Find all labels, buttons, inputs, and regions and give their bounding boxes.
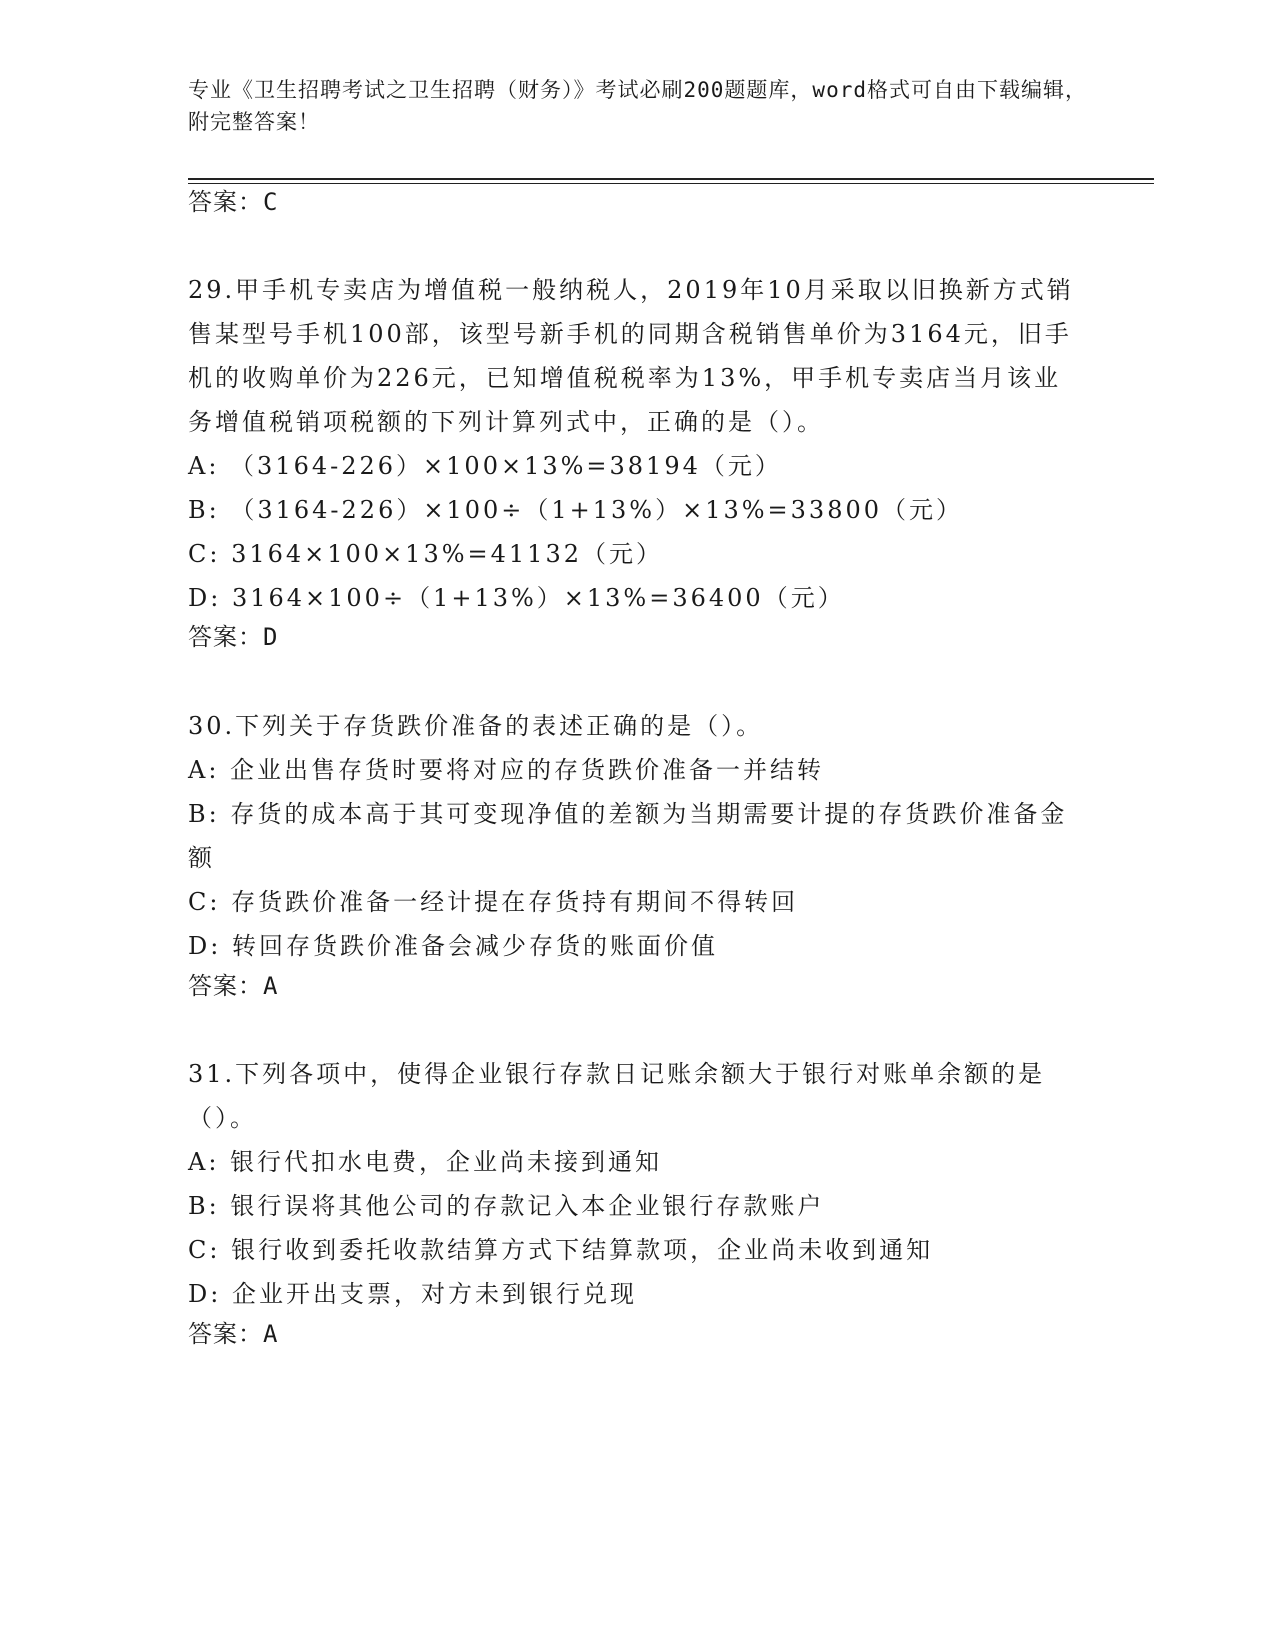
answer-31: 答案：A [188, 1320, 279, 1348]
answer-prev: 答案：C [188, 188, 279, 216]
option-b: B: 银行误将其他公司的存款记入本企业银行存款账户 [188, 1192, 825, 1220]
question-stem: 30.下列关于存货跌价准备的表述正确的是（）。 [188, 712, 764, 740]
option-b: B: （3164-226）×100÷（1+13%）×13%=33800（元） [188, 496, 964, 524]
option-b: B: 存货的成本高于其可变现净值的差额为当期需要计提的存货跌价准备金额 [188, 800, 1068, 872]
question-29 [188, 268, 1078, 620]
option-c: C: 银行收到委托收款结算方式下结算款项，企业尚未收到通知 [188, 1236, 934, 1264]
header-rule-thin [188, 183, 1154, 184]
option-d: D: 企业开出支票，对方未到银行兑现 [188, 1280, 637, 1308]
document-header: 专业《卫生招聘考试之卫生招聘（财务）》考试必刷200题题库，word格式可自由下载编辑，附完整答案！ [188, 78, 1087, 134]
option-c: C: 3164×100×13%=41132（元） [188, 540, 663, 568]
question-30 [188, 704, 1078, 968]
question-31 [188, 1052, 1078, 1316]
question-stem: 31.下列各项中，使得企业银行存款日记账余额大于银行对账单余额的是（）。 [188, 1060, 1046, 1132]
option-a: A: （3164-226）×100×13%=38194（元） [188, 452, 782, 480]
question-stem: 29.甲手机专卖店为增值税一般纳税人，2019年10月采取以旧换新方式销售某型号手机100部，该型号新手机的同期含税销售单价为3164元，旧手机的收购单价为226元，已知增值税税率为13%，甲手机专卖店当月该业务增值税销项税额的下列计算列式中，正确的是（）。 [188, 276, 1074, 436]
header-rule [188, 178, 1154, 180]
answer-29: 答案：D [188, 623, 279, 651]
answer-30: 答案：A [188, 972, 279, 1000]
option-a: A: 银行代扣水电费，企业尚未接到通知 [188, 1148, 663, 1176]
option-d: D: 3164×100÷（1+13%）×13%=36400（元） [188, 584, 845, 612]
option-a: A: 企业出售存货时要将对应的存货跌价准备一并结转 [188, 756, 825, 784]
option-c: C: 存货跌价准备一经计提在存货持有期间不得转回 [188, 888, 799, 916]
option-d: D: 转回存货跌价准备会减少存货的账面价值 [188, 932, 718, 960]
